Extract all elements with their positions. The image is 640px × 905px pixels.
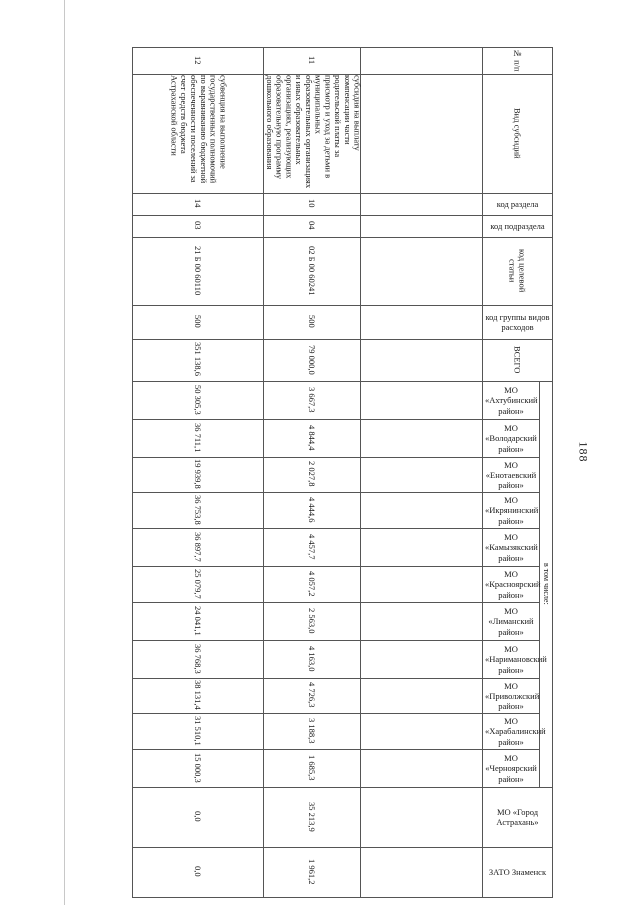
row-12-value-znamensk: 0,0 (133, 847, 264, 897)
blank-cell (361, 215, 483, 237)
row-12-subsection: 03 (133, 215, 264, 237)
municipality-row-chernoyarsky (133, 749, 553, 787)
blank-cell (361, 48, 483, 75)
municipality-name-narimanovsky: МО «Наримановский район» (483, 640, 540, 678)
row-11-value-kharabalinsky: 3 188,3 (264, 713, 361, 749)
municipality-name-akhtubinsky: МО «Ахтубинский район» (483, 381, 540, 419)
row-11-value-limansky: 2 563,0 (264, 602, 361, 640)
header-target: код целевой статьи (483, 237, 553, 305)
row-11-value-akhtubinsky: 3 667,3 (264, 381, 361, 419)
municipality-name-chernoyarsky: МО «Черноярский район» (483, 749, 540, 787)
municipality-row-akhtubinsky (133, 381, 553, 419)
municipality-row-volodarsky (133, 419, 553, 457)
row-11-name: субсидия на выплату компенсации части родительской платы за присмотр и уход за детьми в муниципальных образовательных организациях и иных образовательных организациях, реализующих образовательную программу дошкольного образования (264, 74, 361, 193)
blank-cell (361, 566, 483, 602)
row-12-value-kharabalinsky: 31 510,1 (133, 713, 264, 749)
municipality-name-volodarsky: МО «Володарский район» (483, 419, 540, 457)
row-12-value-volodarsky: 36 711,1 (133, 419, 264, 457)
municipality-row-enotaevsky (133, 457, 553, 492)
row-12-value-kamyzyaksky: 36 897,7 (133, 528, 264, 566)
blank-cell (361, 381, 483, 419)
row-11-value-astrakhan: 35 213,9 (264, 787, 361, 847)
blank-cell (361, 602, 483, 640)
blank-cell (361, 457, 483, 492)
municipality-row-privolzhsky (133, 678, 553, 713)
binding-margin-line (64, 0, 65, 905)
municipality-row-narimanovsky (133, 640, 553, 678)
municipality-row-astrakhan (133, 787, 553, 847)
row-11-value-volodarsky: 4 844,4 (264, 419, 361, 457)
municipality-name-limansky: МО «Лиманский район» (483, 602, 540, 640)
row-11-total: 79 000,0 (264, 339, 361, 381)
row-12-value-krasnoyarsky: 25 079,7 (133, 566, 264, 602)
row-12-num-cell (133, 48, 264, 75)
blank-cell (361, 305, 483, 339)
row-11-subsection: 04 (264, 215, 361, 237)
blank-cell (361, 640, 483, 678)
row-11-value-narimanovsky: 4 163,0 (264, 640, 361, 678)
blank-cell (361, 847, 483, 897)
municipality-name-astrakhan: МО «Город Астрахань» (483, 787, 553, 847)
municipality-name-krasnoyarsky: МО «Красноярский район» (483, 566, 540, 602)
row-11-expense-group: 500 (264, 305, 361, 339)
header-total: ВСЕГО (483, 339, 553, 381)
row-12-value-limansky: 24 041,1 (133, 602, 264, 640)
row-11-value-krasnoyarsky: 4 057,2 (264, 566, 361, 602)
header-num: № п/п (483, 48, 553, 75)
header-section: код раздела (483, 193, 553, 215)
subsidy-table (132, 47, 553, 898)
row-11-value-chernoyarsky: 1 685,3 (264, 749, 361, 787)
including-label: в том числе: (540, 381, 553, 787)
row-12-value-akhtubinsky: 50 305,3 (133, 381, 264, 419)
municipality-name-kamyzyaksky: МО «Камызякский район» (483, 528, 540, 566)
row-11-num-cell (264, 48, 361, 75)
blank-cell (361, 678, 483, 713)
blank-cell (361, 528, 483, 566)
row-12-num: 12 (193, 55, 204, 65)
header-expense-group: код группы видов расходов (483, 305, 553, 339)
row-11-value-kamyzyaksky: 4 457,7 (264, 528, 361, 566)
municipality-name-enotaevsky: МО «Енотаевский район» (483, 457, 540, 492)
row-12-value-ikryaninsky: 36 753,8 (133, 492, 264, 528)
municipality-row-krasnoyarsky (133, 566, 553, 602)
row-12-name: субвенция на выполнение государственных полномочий по выравниванию бюджетной обеспеченности поселений за счет средств бюджета Астраханской области (133, 74, 264, 193)
municipality-name-kharabalinsky: МО «Харабалинский район» (483, 713, 540, 749)
row-11-value-privolzhsky: 4 726,3 (264, 678, 361, 713)
row-11-target: 02 Б 00 60241 (264, 237, 361, 305)
blank-cell (361, 749, 483, 787)
row-11-num: 11 (307, 55, 318, 64)
municipality-row-znamensk (133, 847, 553, 897)
municipality-name-privolzhsky: МО «Приволжский район» (483, 678, 540, 713)
row-12-value-astrakhan: 0,0 (133, 787, 264, 847)
blank-cell (361, 492, 483, 528)
municipality-row-kharabalinsky (133, 713, 553, 749)
row-12-section: 14 (133, 193, 264, 215)
row-11-value-enotaevsky: 2 027,8 (264, 457, 361, 492)
row-11-value-ikryaninsky: 4 444,6 (264, 492, 361, 528)
municipality-row-ikryaninsky (133, 492, 553, 528)
row-12-value-enotaevsky: 19 939,8 (133, 457, 264, 492)
header-type: Вид субсидий (483, 74, 553, 193)
municipality-row-kamyzyaksky (133, 528, 553, 566)
blank-cell (361, 339, 483, 381)
blank-cell (361, 713, 483, 749)
blank-cell (361, 193, 483, 215)
municipality-name-ikryaninsky: МО «Икрянинский район» (483, 492, 540, 528)
blank-cell (361, 74, 483, 193)
row-11-section: 10 (264, 193, 361, 215)
page-number: 188 (576, 441, 591, 463)
blank-cell (361, 419, 483, 457)
municipality-name-znamensk: ЗАТО Знаменск (483, 847, 553, 897)
row-12-total: 351 138,6 (133, 339, 264, 381)
row-12-value-narimanovsky: 36 768,3 (133, 640, 264, 678)
row-12-value-chernoyarsky: 15 000,3 (133, 749, 264, 787)
blank-cell (361, 787, 483, 847)
municipality-row-limansky (133, 602, 553, 640)
row-12-target: 21 Б 00 60110 (133, 237, 264, 305)
row-11-value-znamensk: 1 961,2 (264, 847, 361, 897)
header-subsection: код подраздела (483, 215, 553, 237)
blank-cell (361, 237, 483, 305)
row-12-expense-group: 500 (133, 305, 264, 339)
row-12-value-privolzhsky: 38 131,4 (133, 678, 264, 713)
